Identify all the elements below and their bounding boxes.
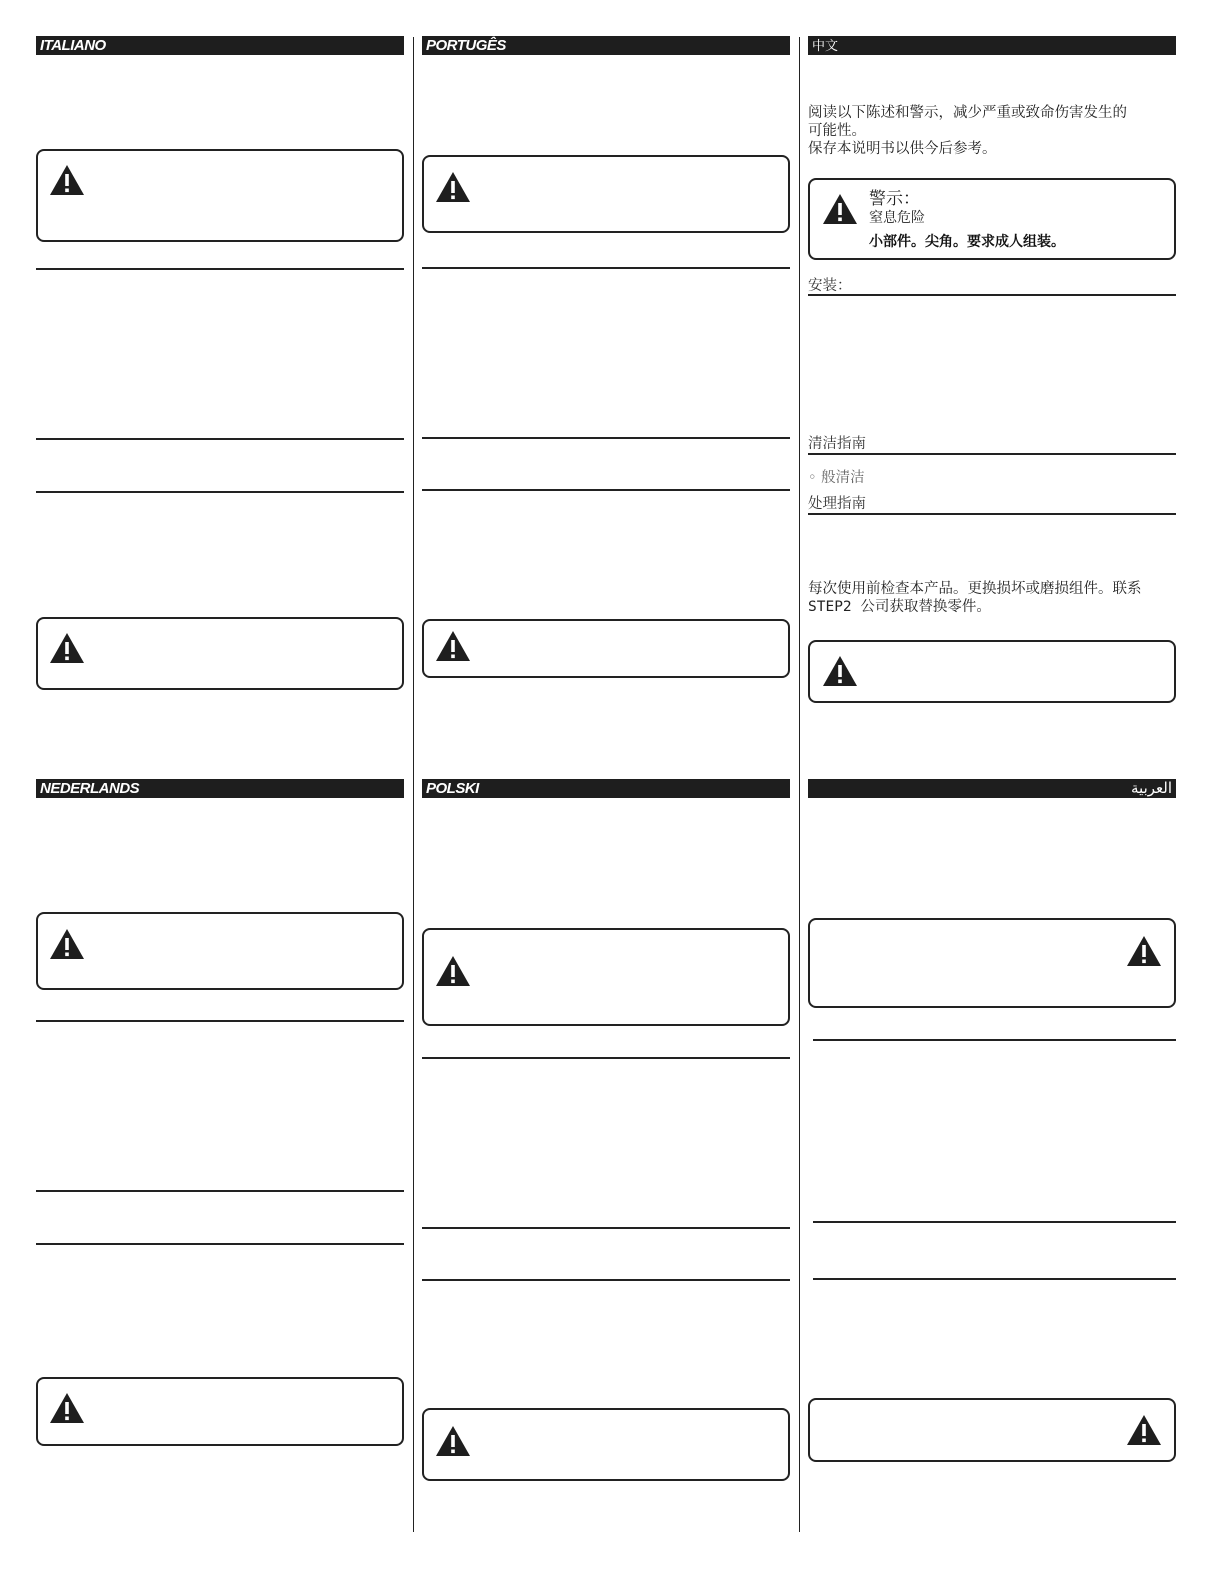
intro-line-1: 阅读以下陈述和警示，减少严重或致命伤害发生的 (808, 105, 1127, 121)
section-rule (36, 438, 404, 440)
inspect-line-2: STEP2 公司获取替换零件。 (808, 599, 991, 615)
warning-triangle-icon (435, 630, 471, 662)
intro-line-3: 保存本说明书以供今后参考。 (808, 141, 997, 157)
warning-triangle-icon (435, 1425, 471, 1457)
section-rule (422, 267, 790, 269)
header-arabic: العربية (808, 779, 1176, 798)
section-rule (36, 491, 404, 493)
header-italiano: ITALIANO (36, 36, 404, 55)
warning-triangle-icon (1126, 935, 1162, 967)
section-rule (422, 437, 790, 439)
header-chinese: 中文 (808, 36, 1176, 55)
warning-box (36, 617, 404, 690)
warning-box (808, 918, 1176, 1008)
section-rule (813, 1221, 1176, 1223)
warning-title: 警示： (869, 189, 920, 209)
warning-box-choking (808, 178, 1176, 260)
section-title-disposal: 处理指南 (808, 496, 866, 512)
section-rule (422, 1279, 790, 1281)
warning-box (422, 928, 790, 1026)
column-divider-right (799, 37, 800, 1532)
cleaning-item: ◦ 般清洁 (808, 470, 865, 486)
warning-triangle-icon (49, 1392, 85, 1424)
warning-box (422, 155, 790, 233)
warning-triangle-icon (822, 655, 858, 687)
header-nederlands: NEDERLANDS (36, 779, 404, 798)
warning-box (36, 912, 404, 990)
warning-box (36, 1377, 404, 1446)
warning-triangle-icon (49, 632, 85, 664)
intro-line-2: 可能性。 (808, 123, 866, 139)
warning-box (808, 640, 1176, 703)
section-rule (422, 1227, 790, 1229)
inspect-line-1: 每次使用前检查本产品。更换损坏或磨损组件。联系 (808, 581, 1142, 597)
section-title-install: 安装： (808, 278, 852, 294)
warning-triangle-icon (1126, 1414, 1162, 1446)
warning-box (808, 1398, 1176, 1462)
warning-subtitle: 窒息危险 (869, 210, 925, 226)
section-rule (36, 268, 404, 270)
warning-box (422, 619, 790, 678)
column-divider-left (413, 37, 414, 1532)
section-rule (36, 1190, 404, 1192)
header-polski: POLSKI (422, 779, 790, 798)
header-portugues: PORTUGÊS (422, 36, 790, 55)
warning-triangle-icon (435, 955, 471, 987)
section-rule (422, 1057, 790, 1059)
section-rule (36, 1243, 404, 1245)
section-title-cleaning: 清洁指南 (808, 436, 866, 452)
section-rule (813, 1278, 1176, 1280)
section-rule (808, 513, 1176, 515)
section-rule (813, 1039, 1176, 1041)
section-rule (422, 489, 790, 491)
section-rule (808, 294, 1176, 296)
warning-box (36, 149, 404, 242)
warning-text: 小部件。尖角。要求成人组装。 (869, 234, 1065, 250)
warning-triangle-icon (49, 928, 85, 960)
warning-triangle-icon (49, 164, 85, 196)
section-rule (808, 453, 1176, 455)
warning-triangle-icon (822, 193, 858, 225)
warning-triangle-icon (435, 171, 471, 203)
warning-box (422, 1408, 790, 1481)
section-rule (36, 1020, 404, 1022)
